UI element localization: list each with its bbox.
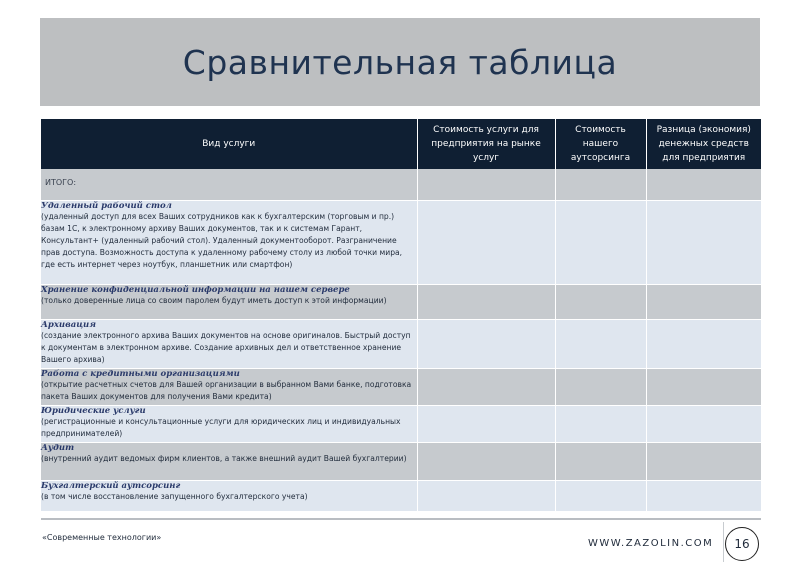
- footer-divider: [723, 522, 724, 562]
- service-title: Удаленный рабочий стол: [41, 200, 172, 211]
- header-service: Вид услуги: [41, 119, 417, 169]
- title-band: [40, 18, 760, 106]
- table-cell: [646, 284, 761, 319]
- header-market-cost: Стоимость услуги для предприятия на рынке услуг: [417, 119, 555, 169]
- table-header-row: [41, 119, 761, 169]
- page-number: 16: [725, 527, 759, 561]
- comparison-table: [41, 119, 761, 512]
- table-cell: [417, 442, 555, 480]
- table-cell: [555, 368, 646, 405]
- table-row: [41, 480, 761, 511]
- table-row: [41, 319, 761, 368]
- table-cell: [417, 368, 555, 405]
- service-title: Аудит: [41, 442, 75, 453]
- service-title: Архивация: [41, 319, 96, 330]
- table-cell: [417, 319, 555, 368]
- table-cell: [555, 319, 646, 368]
- table-cell: [646, 480, 761, 511]
- table-cell: [417, 200, 555, 284]
- service-cell: [41, 442, 417, 480]
- total-cell: [41, 169, 417, 200]
- table-row: [41, 442, 761, 480]
- service-description: (открытие расчетных счетов для Вашей организации в выбранном Вами банке, подготовка пакета Ваших документов для получения Вами кредита): [41, 379, 412, 401]
- table-cell: [646, 319, 761, 368]
- table-cell: [646, 405, 761, 442]
- service-cell: [41, 284, 417, 319]
- service-description: (регистрационные и консультационные услуги для юридических лиц и индивидуальных предпринимателей): [41, 416, 401, 438]
- table-row-total: [41, 169, 761, 200]
- footer-url[interactable]: WWW.ZAZOLIN.COM: [588, 538, 714, 549]
- service-description: (создание электронного архива Ваших документов на основе оригиналов. Быстрый доступ к документам в электронном архиве. Создание архивных дел и ответственное хранение Вашего архива): [41, 330, 411, 364]
- table-cell: [555, 169, 646, 200]
- table-cell: [555, 200, 646, 284]
- service-description: (удаленный доступ для всех Ваших сотрудников как к бухгалтерским (торговым и пр.) базам 1С, к электронному архиву Ваших документов, так и к системам Гарант, Консультант+ (удаленный рабочий стол). Удаленный документооборот. Разграничение прав доступа. Возможность доступа к удаленному рабочему столу из любой точки мира, где есть интернет через ноутбук, планшетник или смартфон): [41, 211, 403, 270]
- table-cell: [646, 200, 761, 284]
- table-cell: [417, 284, 555, 319]
- service-cell: [41, 319, 417, 368]
- table-row: [41, 200, 761, 284]
- table-cell: [646, 442, 761, 480]
- service-cell: [41, 405, 417, 442]
- service-title: Бухгалтерский аутсорсинг: [41, 480, 181, 491]
- table-cell: [555, 480, 646, 511]
- table-row: [41, 368, 761, 405]
- table-cell: [555, 442, 646, 480]
- table-cell: [417, 169, 555, 200]
- total-label: ИТОГО:: [45, 178, 77, 187]
- service-description: (в том числе восстановление запущенного бухгалтерского учета): [41, 491, 308, 501]
- table-row: [41, 405, 761, 442]
- service-description: (внутренний аудит ведомых фирм клиентов, а также внешний аудит Вашей бухгалтерии): [41, 453, 407, 463]
- service-cell: [41, 200, 417, 284]
- service-description: (только доверенные лица со своим паролем будут иметь доступ к этой информации): [41, 295, 387, 305]
- table-cell: [555, 405, 646, 442]
- header-savings: Разница (экономия) денежных средств для предприятия: [646, 119, 761, 169]
- slide-title: Сравнительная таблица: [182, 42, 618, 82]
- table-cell: [646, 368, 761, 405]
- bottom-divider: [41, 518, 761, 520]
- table-cell: [555, 284, 646, 319]
- service-title: Хранение конфиденциальной информации на нашем сервере: [41, 284, 350, 295]
- table-cell: [417, 480, 555, 511]
- header-our-cost: Стоимость нашего аутсорсинга: [555, 119, 646, 169]
- service-cell: [41, 480, 417, 511]
- table-row: [41, 284, 761, 319]
- service-title: Работа с кредитными организациями: [41, 368, 240, 379]
- table-cell: [646, 169, 761, 200]
- table-cell: [417, 405, 555, 442]
- footer-company: «Современные технологии»: [42, 533, 162, 542]
- service-title: Юридические услуги: [41, 405, 146, 416]
- service-cell: [41, 368, 417, 405]
